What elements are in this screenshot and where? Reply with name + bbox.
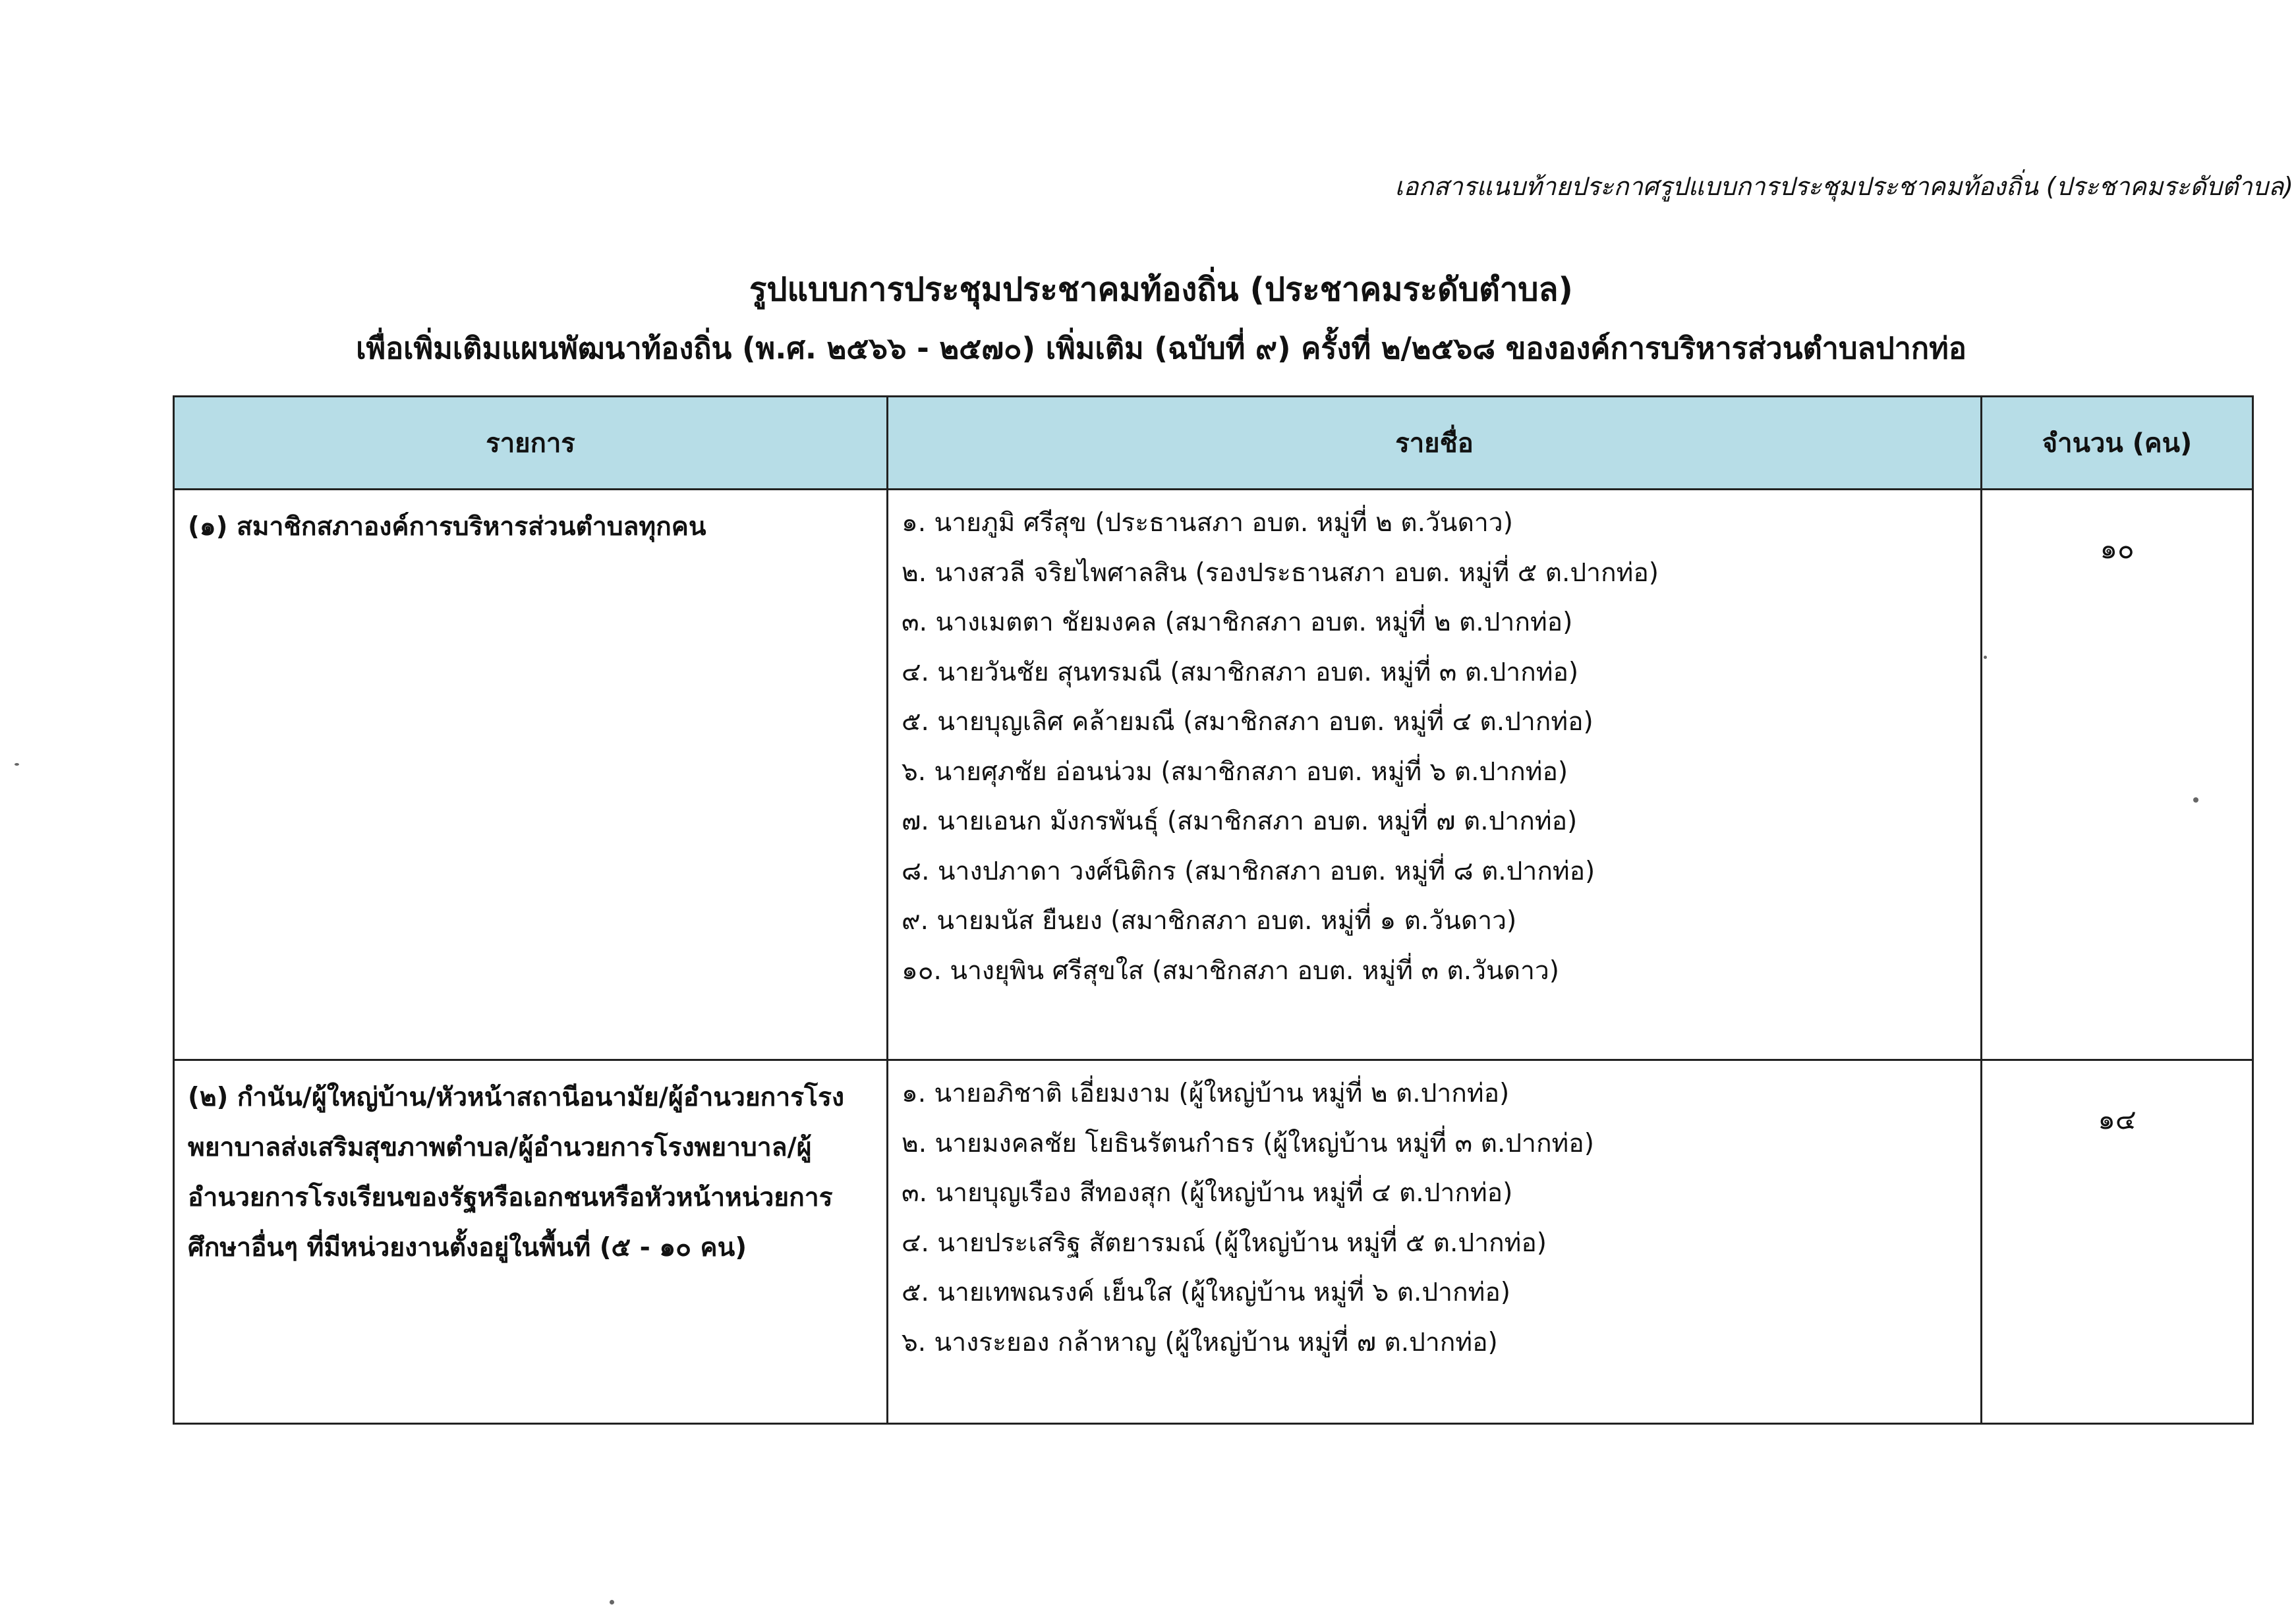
item-cell: (๒) กำนัน/ผู้ใหญ่บ้าน/หัวหน้าสถานีอนามัย/ผู้อำนวยการโรงพยาบาลส่งเสริมสุขภาพตำบล/ผู้อำนวยการโรงพยาบาล/ผู้อำนวยการโรงเรียนของรัฐหรือเอกชนหรือหัวหน้าหน่วยการศึกษาอื่นๆ ที่มีหน่วยงานตั้งอยู่ในพื้นที่ (๕ - ๑๐ คน) <box>174 1060 888 1424</box>
names-cell <box>888 490 1982 1060</box>
column-header-item: รายการ <box>174 397 888 490</box>
name-list-item: ๙. นายมนัส ยืนยง (สมาชิกสภา อบต. หมู่ที่ ๑ ต.วันดาว) <box>902 906 1517 936</box>
document-title: รูปแบบการประชุมประชาคมท้องถิ่น (ประชาคมระดับตำบล) <box>749 271 1573 308</box>
name-list-item: ๒. นายมงคลชัย โยธินรัตนกำธร (ผู้ใหญ่บ้าน หมู่ที่ ๓ ต.ปากท่อ) <box>902 1128 1594 1158</box>
column-header-count: จำนวน (คน) <box>1982 397 2253 490</box>
name-list-item: ๓. นายบุญเรือง สีทองสุก (ผู้ใหญ่บ้าน หมู่ที่ ๔ ต.ปากท่อ) <box>902 1178 1513 1208</box>
table-header-row <box>174 397 2253 490</box>
name-list-item: ๑. นายภูมิ ศรีสุข (ประธานสภา อบต. หมู่ที่ ๒ ต.วันดาว) <box>902 508 1513 538</box>
name-list-item: ๒. นางสวลี จริยไพศาลสิน (รองประธานสภา อบต. หมู่ที่ ๕ ต.ปากท่อ) <box>902 557 1659 588</box>
participants-table <box>173 395 2254 1425</box>
name-list-item: ๕. นายเทพณรงค์ เย็นใส (ผู้ใหญ่บ้าน หมู่ที่ ๖ ต.ปากท่อ) <box>902 1278 1510 1307</box>
table-row <box>174 490 2253 1060</box>
name-list-item: ๑๐. นางยุพิน ศรีสุขใส (สมาชิกสภา อบต. หมู่ที่ ๓ ต.วันดาว) <box>902 955 1560 986</box>
name-list-item: ๑. นายอภิชาติ เอี่ยมงาม (ผู้ใหญ่บ้าน หมู่ที่ ๒ ต.ปากท่อ) <box>902 1079 1510 1108</box>
name-list-item: ๖. นางระยอง กล้าหาญ (ผู้ใหญ่บ้าน หมู่ที่ ๗ ต.ปากท่อ) <box>902 1327 1498 1357</box>
name-list-item: ๔. นายประเสริฐ สัตยารมณ์ (ผู้ใหญ่บ้าน หมู่ที่ ๕ ต.ปากท่อ) <box>902 1228 1547 1258</box>
names-cell <box>888 1060 1982 1424</box>
name-list-item: ๕. นายบุญเลิศ คล้ายมณี (สมาชิกสภา อบต. หมู่ที่ ๔ ต.ปากท่อ) <box>902 707 1593 737</box>
count-cell: ๑๐ <box>1982 490 2253 1060</box>
document-subtitle: เพื่อเพิ่มเติมแผนพัฒนาท้องถิ่น (พ.ศ. ๒๕๖๖ - ๒๕๗๐) เพิ่มเติม (ฉบับที่ ๙) ครั้งที่ ๒/๒๕๖๘ ขององค์การบริหารส่วนตำบลปากท่อ <box>356 331 1966 366</box>
name-list-item: ๘. นางปภาดา วงศ์นิติกร (สมาชิกสภา อบต. หมู่ที่ ๘ ต.ปากท่อ) <box>902 856 1595 886</box>
table-row <box>174 1060 2253 1424</box>
scan-speck <box>610 1600 614 1605</box>
name-list-item: ๖. นายศุภชัย อ่อนน่วม (สมาชิกสภา อบต. หมู่ที่ ๖ ต.ปากท่อ) <box>902 756 1568 787</box>
scan-speck <box>1984 656 1987 659</box>
count-cell: ๑๔ <box>1982 1060 2253 1424</box>
name-list-item: ๗. นายเอนก มังกรพันธุ์ (สมาชิกสภา อบต. หมู่ที่ ๗ ต.ปากท่อ) <box>902 807 1578 836</box>
scan-speck <box>14 763 19 766</box>
column-header-names: รายชื่อ <box>888 397 1982 490</box>
scan-speck <box>2193 797 2198 803</box>
item-cell: (๑) สมาชิกสภาองค์การบริหารส่วนตำบลทุกคน <box>174 490 888 1060</box>
name-list-item: ๓. นางเมตตา ชัยมงคล (สมาชิกสภา อบต. หมู่ที่ ๒ ต.ปากท่อ) <box>902 608 1573 637</box>
attachment-note: เอกสารแนบท้ายประกาศรูปแบบการประชุมประชาคมท้องถิ่น (ประชาคมระดับตำบล) <box>1394 172 2293 201</box>
name-list-item: ๔. นายวันชัย สุนทรมณี (สมาชิกสภา อบต. หมู่ที่ ๓ ต.ปากท่อ) <box>902 657 1579 687</box>
